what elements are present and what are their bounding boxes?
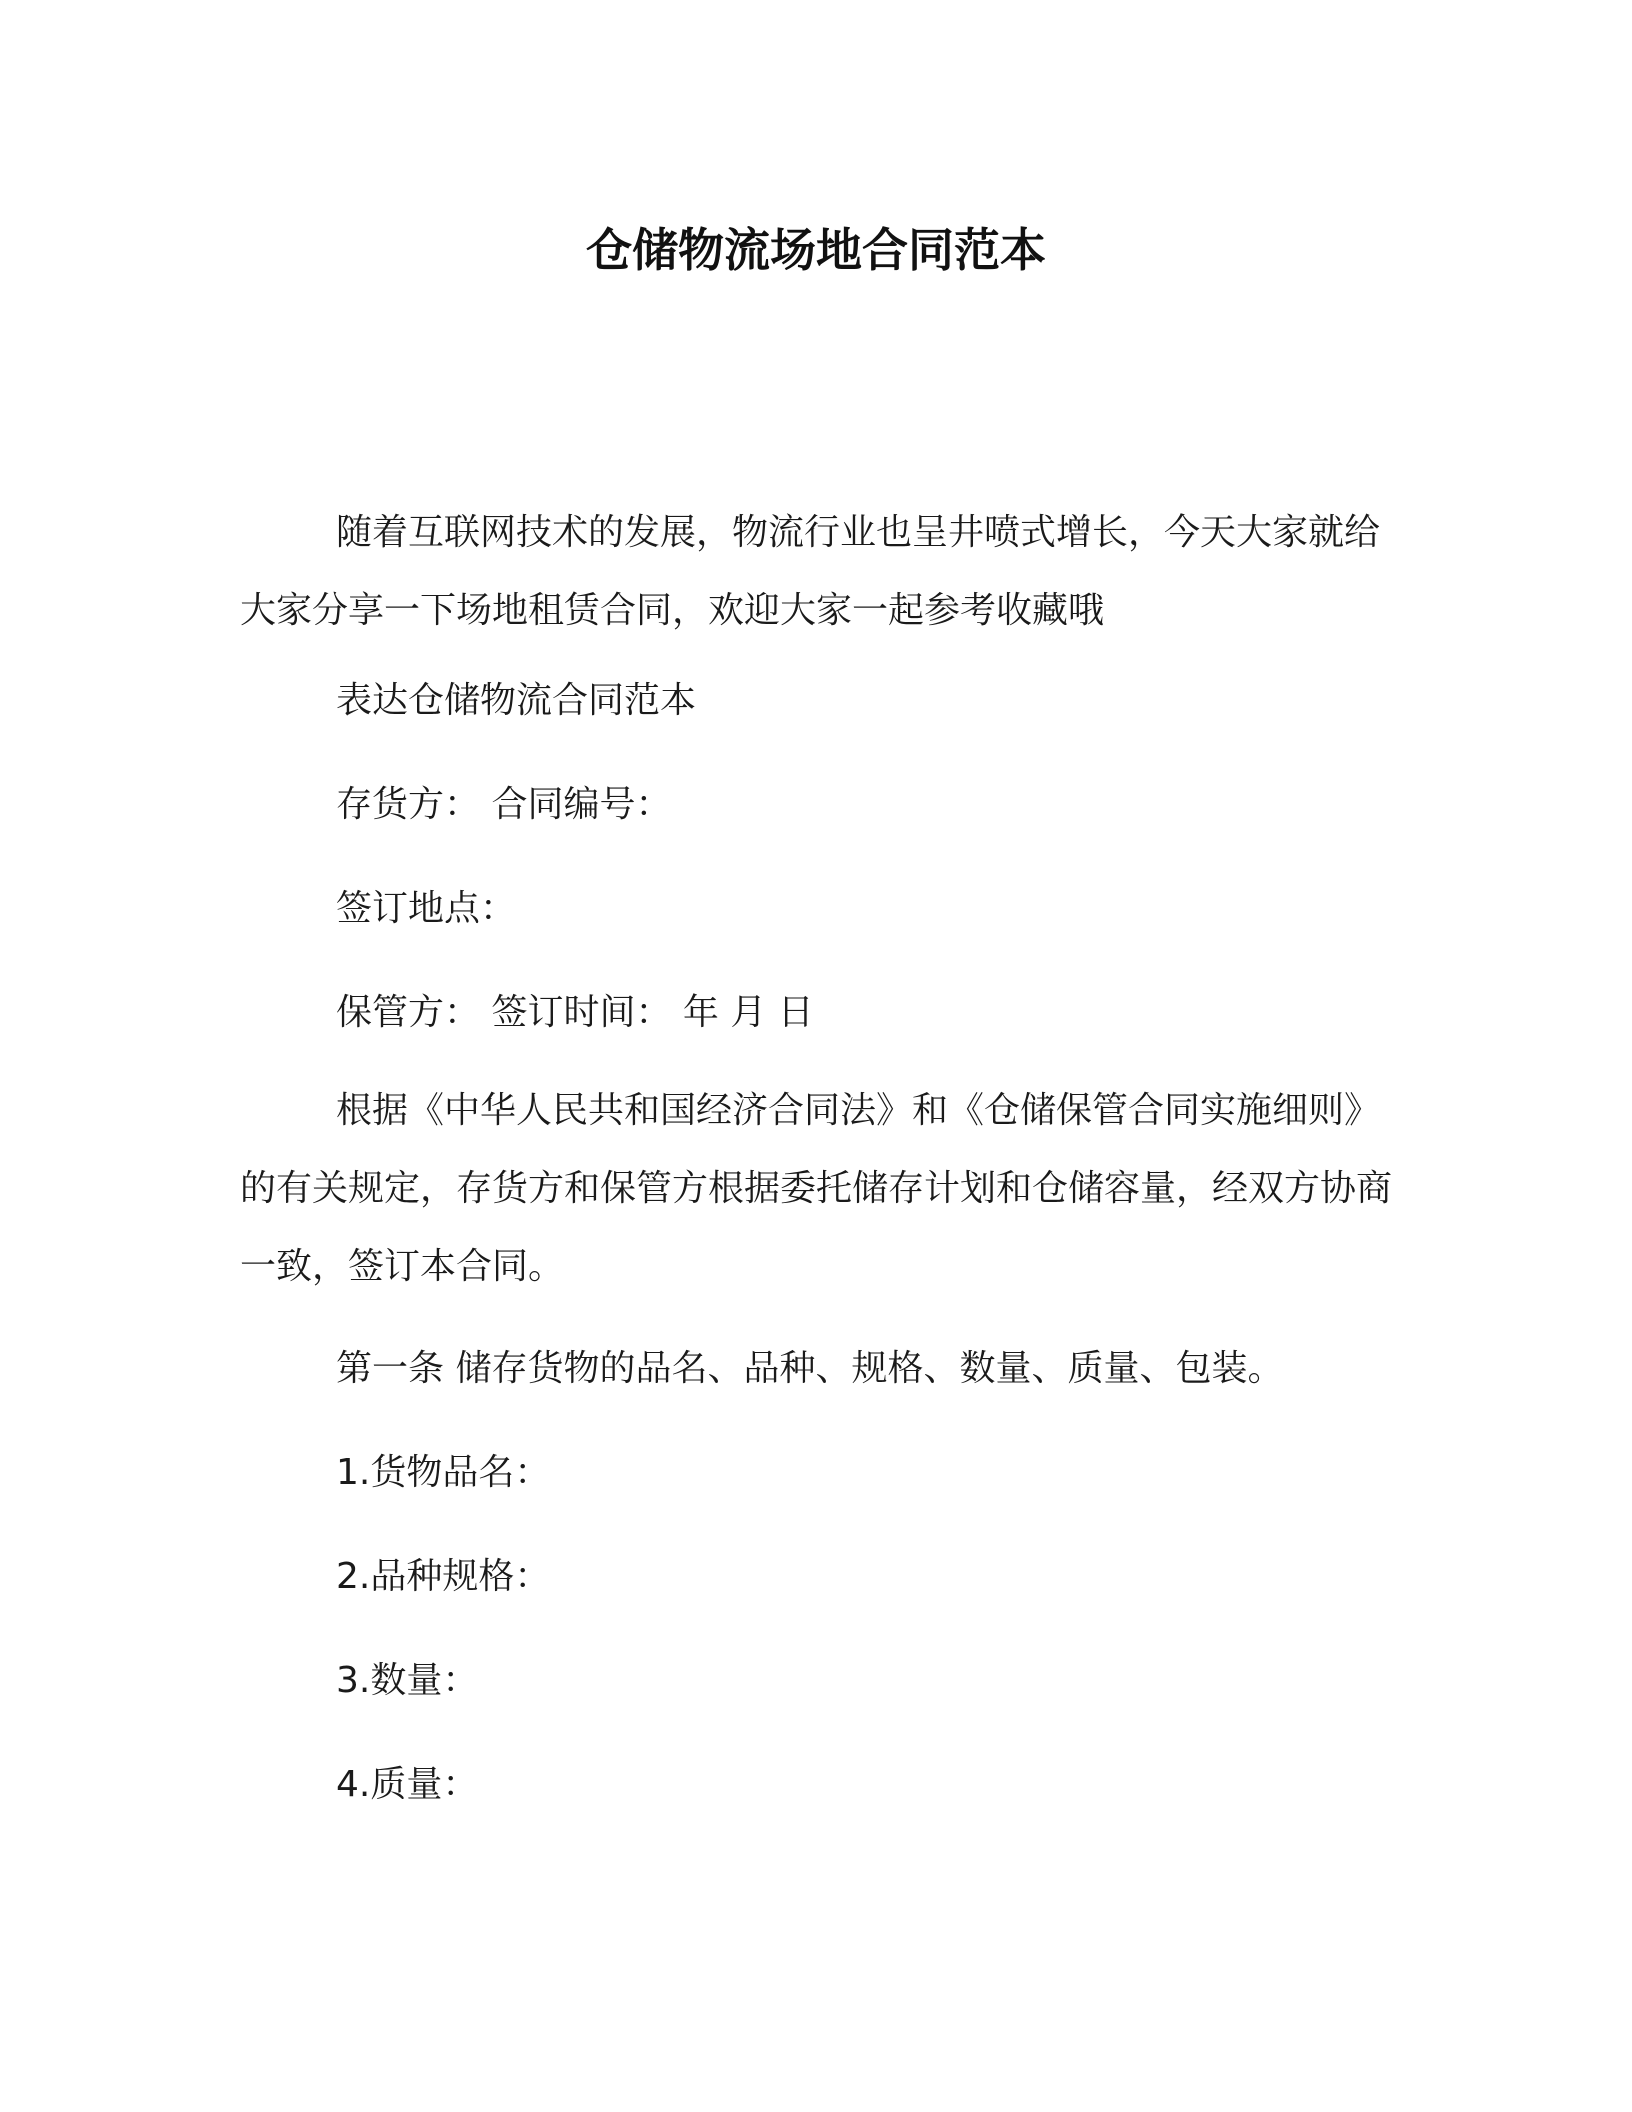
keeper-and-signing-date-line: 保管方： 签订时间： 年 月 日 bbox=[336, 992, 814, 1033]
signing-place-line: 签订地点： bbox=[336, 888, 517, 929]
article-1-heading: 第一条 储存货物的品名、品种、规格、数量、质量、包装。 bbox=[336, 1348, 1284, 1389]
document-title: 仓储物流场地合同范本 bbox=[586, 223, 1046, 277]
depositor-and-contract-number-line: 存货方： 合同编号： bbox=[336, 784, 672, 825]
legal-basis-paragraph: 根据《中华人民共和国经济合同法》和《仓储保管合同实施细则》的有关规定，存货方和保管方根据委托储存计划和仓储容量，经双方协商一致，签订本合同。 bbox=[240, 1090, 1393, 1287]
item-goods-name: 1.货物品名： bbox=[336, 1452, 551, 1493]
intro-paragraph: 随着互联网技术的发展，物流行业也呈井喷式增长，今天大家就给大家分享一下场地租赁合同，欢迎大家一起参考收藏哦 bbox=[240, 512, 1381, 631]
item-variety-spec: 2.品种规格： bbox=[336, 1556, 551, 1597]
item-quantity: 3.数量： bbox=[336, 1660, 479, 1701]
contract-subtitle: 表达仓储物流合同范本 bbox=[336, 680, 697, 721]
item-quality: 4.质量： bbox=[336, 1764, 479, 1805]
